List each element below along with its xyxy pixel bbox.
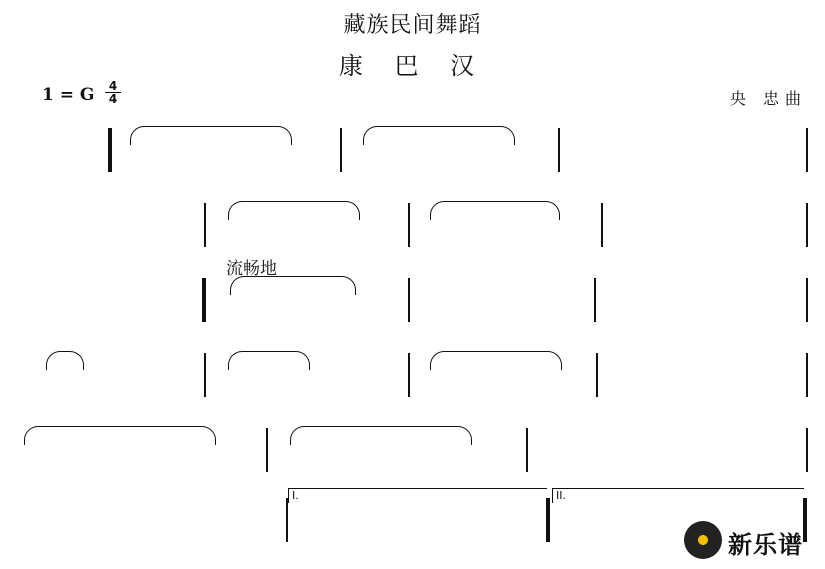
barline <box>286 498 288 542</box>
watermark-logo <box>684 519 819 563</box>
repeat-end-barline <box>546 498 550 542</box>
watermark-text: 新乐谱 <box>728 531 803 559</box>
expression-mark: 流畅地 <box>226 259 277 279</box>
slur <box>228 351 310 370</box>
second-ending-bracket: II. <box>552 488 804 503</box>
composer-credit: 央 忠曲 <box>729 89 807 108</box>
slur <box>130 126 292 145</box>
barline <box>594 278 596 322</box>
notation-body <box>0 110 825 569</box>
first-ending-bracket: I. <box>288 488 547 503</box>
barline <box>408 203 410 247</box>
barline <box>526 428 528 472</box>
barline <box>558 128 560 172</box>
notation-system-1 <box>18 120 808 190</box>
score-header <box>0 0 825 110</box>
meter-denominator: 4 <box>108 92 118 106</box>
slur <box>363 126 515 145</box>
barline <box>806 128 808 172</box>
barline <box>340 128 342 172</box>
barline <box>204 353 206 397</box>
slur <box>230 276 356 295</box>
barline <box>204 203 206 247</box>
meter-numerator: 4 <box>105 80 121 93</box>
notation-system-5 <box>18 420 808 490</box>
notation-system-4 <box>18 345 808 415</box>
key-signature: 1 = G <box>42 85 95 105</box>
barline <box>806 353 808 397</box>
score-subtitle: 康 巴 汉 <box>338 52 487 80</box>
barline <box>806 428 808 472</box>
barline <box>266 428 268 472</box>
slur <box>228 201 360 220</box>
notation-system-2 <box>18 195 808 265</box>
slur <box>430 351 562 370</box>
slur <box>290 426 472 445</box>
repeat-start-barline <box>202 278 206 322</box>
barline <box>408 278 410 322</box>
repeat-start-barline <box>108 128 112 172</box>
slur <box>46 351 84 370</box>
barline <box>601 203 603 247</box>
notation-system-3 <box>18 259 808 340</box>
barline <box>806 278 808 322</box>
slur <box>430 201 560 220</box>
slur <box>24 426 216 445</box>
record-disc-icon <box>684 521 722 559</box>
time-signature <box>105 80 121 105</box>
barline <box>408 353 410 397</box>
score-title: 藏族民间舞蹈 <box>343 13 482 38</box>
barline <box>596 353 598 397</box>
barline <box>806 203 808 247</box>
